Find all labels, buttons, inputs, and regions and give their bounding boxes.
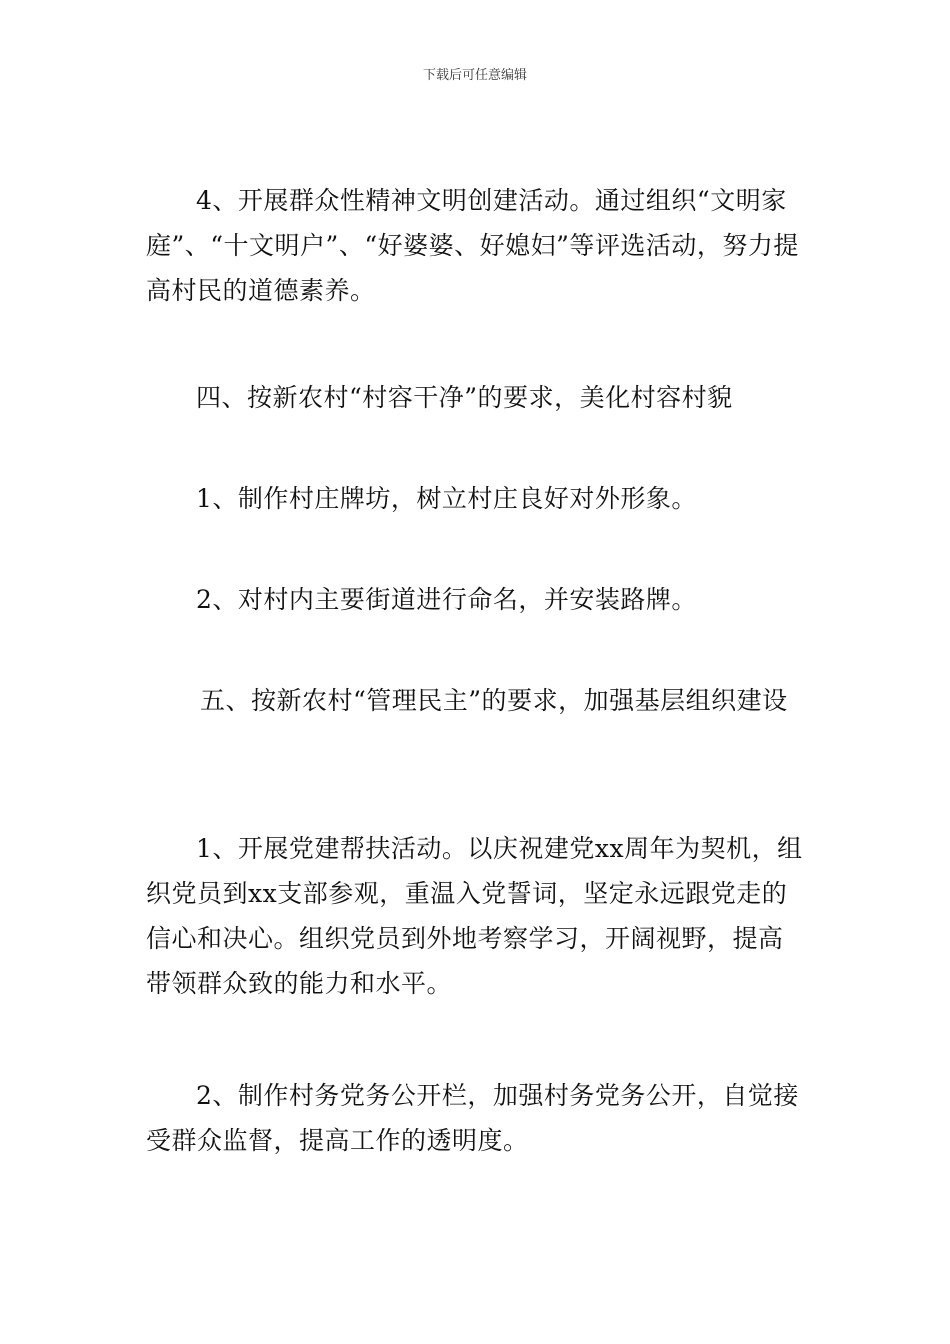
paragraph-street-naming: 2、对村内主要街道进行命名，并安装路牌。 — [196, 585, 697, 614]
paragraph-public-notice-board: 2、制作村务党务公开栏，加强村务党务公开，自觉接受群众监督，提高工作的透明度。 — [146, 1081, 799, 1155]
page-header: 下载后可任意编辑 — [422, 68, 527, 83]
paragraph-party-building: 1、开展党建帮扶活动。以庆祝建党xx周年为契机，组织党员到xx支部参观，重温入党誓词，坚定永远跟党走的信心和决心。组织党员到外地考察学习，开阔视野，提高带领群众致的能力和水平。 — [146, 834, 803, 998]
section-heading-democratic-management: 五、按新农村“管理民主”的要求，加强基层组织建设 — [200, 686, 788, 715]
paragraph-civilization-activities: 4、开展群众性精神文明创建活动。通过组织“文明家庭”、“十文明户”、“好婆婆、好媳妇”等评选活动，努力提高村民的道德素养。 — [146, 186, 799, 305]
paragraph-village-archway: 1、制作村庄牌坊，树立村庄良好对外形象。 — [196, 484, 697, 513]
section-heading-village-appearance: 四、按新农村“村容干净”的要求，美化村容村貌 — [196, 383, 733, 412]
